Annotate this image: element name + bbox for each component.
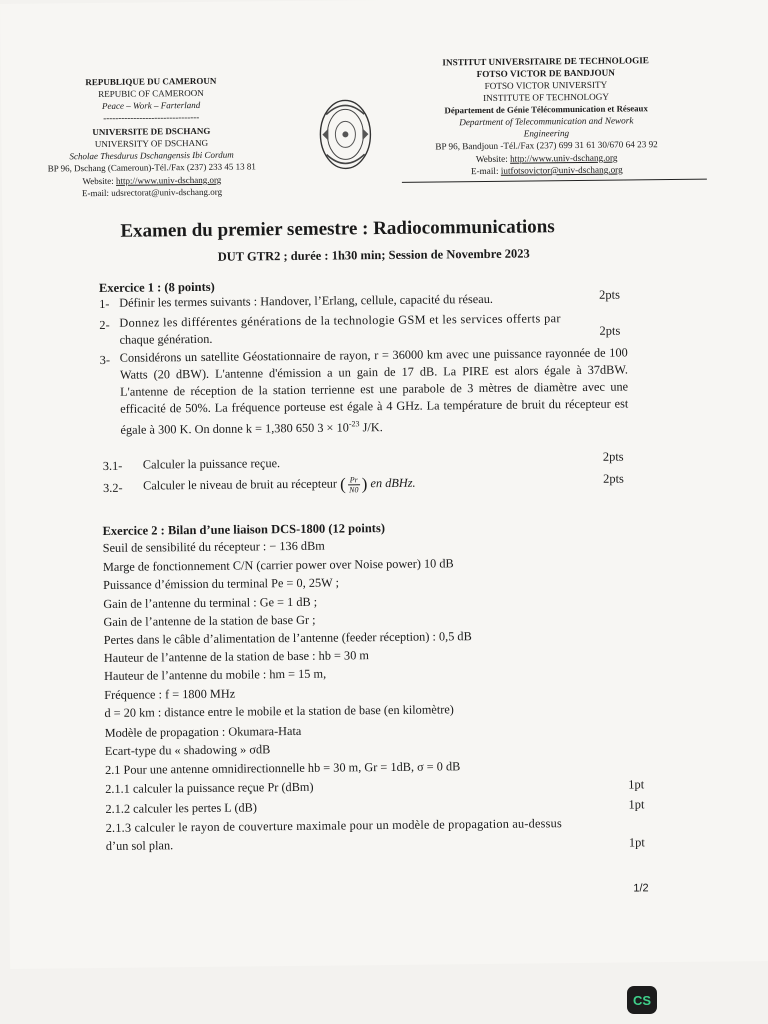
header-right-inst-fr: INSTITUT UNIVERSITAIRE DE TECHNOLOGIE bbox=[442, 55, 649, 68]
ex2-line-q211: 2.1.1 calculer la puissance reçue Pr (dBm) bbox=[105, 779, 314, 796]
header-left-separator: -------------------------------- bbox=[103, 111, 200, 123]
exam-title: Examen du premier semestre : Radiocommunications bbox=[120, 216, 555, 242]
ex2-line-model: Modèle de propagation : Okumara-Hata bbox=[104, 723, 302, 740]
q32-number: 3.2- bbox=[103, 480, 123, 495]
ex2-line-q213-cont: d’un sol plan. bbox=[105, 838, 174, 853]
q32-text-a: Calculer le niveau de bruit au récepteur bbox=[142, 476, 341, 493]
q2-points: 2pts bbox=[599, 323, 621, 338]
ex2-line-feeder-loss: Pertes dans le câble d’alimentation de l’antenne (feeder réception) : 0,5 dB bbox=[103, 629, 472, 647]
header-right-website-label: Website: bbox=[475, 153, 511, 165]
ex2-line-power: Puissance d’émission du terminal Pe = 0, 25W ; bbox=[103, 575, 340, 592]
q1-number: 1- bbox=[99, 296, 110, 311]
header-right-email-line bbox=[402, 164, 692, 178]
q212-points: 1pt bbox=[628, 797, 645, 812]
q3-exponent: -23 bbox=[348, 419, 360, 429]
q1-points: 2pts bbox=[599, 287, 621, 302]
q211-points: 1pt bbox=[628, 777, 645, 792]
header-left-motto: Peace – Work – Farterland bbox=[101, 99, 201, 111]
ex2-line-q213: 2.1.3 calculer le rayon de couverture maximale pour un modèle de propagation au-dessus bbox=[105, 816, 563, 835]
ex2-line-frequency: Fréquence : f = 1800 MHz bbox=[104, 686, 236, 702]
header-divider bbox=[402, 179, 707, 183]
header-left-website-label: Website: bbox=[82, 175, 117, 187]
page-number: 1/2 bbox=[633, 882, 649, 895]
q32-fraction-numerator: Pr bbox=[348, 475, 360, 485]
ex2-line-q212: 2.1.2 calculer les pertes L (dB) bbox=[105, 800, 258, 816]
header-right-website-link[interactable]: http://www.univ-dschang.org bbox=[510, 152, 618, 164]
header-right-dept-en-1: Department of Telecommunication and Nework bbox=[459, 115, 634, 128]
header-right-inst-en: INSTITUTE OF TECHNOLOGY bbox=[483, 91, 610, 103]
university-seal-logo bbox=[314, 92, 377, 177]
header-left-email[interactable]: udsrectorat@univ-dschang.org bbox=[111, 186, 223, 198]
header-left-univ-en: UNIVERSITY OF DSCHANG bbox=[94, 137, 209, 150]
header-left-republique-en: REPUBIC OF CAMEROON bbox=[98, 87, 204, 99]
q213-points: 1pt bbox=[628, 835, 645, 850]
header-left-website-link[interactable]: http://www.univ-dschang.org bbox=[115, 174, 222, 186]
header-left-email-line bbox=[2, 186, 302, 200]
q31-text: Calculer la puissance reçue. bbox=[142, 456, 281, 472]
exercise-2-heading: Exercice 2 : Bilan d’une liaison DCS-1800 (12 points) bbox=[102, 521, 386, 538]
ex2-line-shadowing: Ecart-type du « shadowing » σdB bbox=[104, 742, 271, 758]
ex2-line-base-height: Hauteur de l’antenne de la station de base : hb = 30 m bbox=[103, 648, 370, 665]
header-right-email-label: E-mail: bbox=[470, 165, 501, 177]
q32-fraction-denominator: N0 bbox=[349, 484, 359, 495]
q32-text-b: en dBHz. bbox=[367, 475, 416, 491]
exercise-1-heading: Exercice 1 : (8 points) bbox=[98, 279, 215, 295]
header-right-univ-en: FOTSO VICTOR UNIVERSITY bbox=[484, 79, 608, 91]
q31-points: 2pts bbox=[602, 449, 624, 464]
q3-text-unit: J/K. bbox=[359, 420, 383, 435]
q32-text: Calculer le niveau de bruit au récepteur ( $\frac{Pr}{N0}$ ) en dBHz. bbox=[142, 474, 416, 495]
q2-text-line2: chaque génération. bbox=[119, 331, 213, 347]
q3-text-body: Considérons un satellite Géostationnaire de rayon, r = 36000 km avec une puissance rayonnée de 100 Watts (20 dBW). L'antenne d'émission a un gain de 17 dB. La PIRE est alors égale à 37dBW. L'antenne de réception de la station terrienne est une parabole de 3 mètres de diamètre avec une efficacité de 50%. La fréquence porteuse est égale à 4 GHz. La température de bruit du récepteur est égale à 300 K. On donne k = 1,380 650 3 × 10 bbox=[119, 345, 629, 437]
ex2-line-distance: d = 20 km : distance entre le mobile et la station de base (en kilomètre) bbox=[104, 702, 454, 720]
header-right-inst-name: FOTSO VICTOR DE BANDJOUN bbox=[476, 67, 615, 80]
ex2-line-terminal-gain: Gain de l’antenne du terminal : Ge = 1 dB ; bbox=[103, 594, 318, 611]
header-left-address: BP 96, Dschang (Cameroun)-Tél./Fax (237) 233 45 13 81 bbox=[47, 161, 256, 174]
exam-subtitle: DUT GTR2 ; durée : 1h30 min; Session de Novembre 2023 bbox=[217, 246, 530, 264]
q1-text: Définir les termes suivants : Handover, l’Erlang, cellule, capacité du réseau. bbox=[119, 291, 493, 310]
q3-number: 3- bbox=[99, 352, 111, 367]
ex2-line-mobile-height: Hauteur de l’antenne du mobile : hm = 15 m, bbox=[103, 666, 327, 683]
q3-text bbox=[120, 344, 629, 438]
ex2-line-q21: 2.1 Pour une antenne omnidirectionnelle hb = 30 m, Gr = 1dB, σ = 0 dB bbox=[104, 759, 461, 777]
q31-number: 3.1- bbox=[102, 458, 123, 473]
camscanner-app-icon[interactable] bbox=[627, 986, 657, 1014]
header-left-univ-motto: Scholae Thesdurus Dschangensis Ibi Cordum bbox=[69, 149, 234, 162]
ex2-line-margin: Marge de fonctionnement C/N (carrier power over Noise power) 10 dB bbox=[102, 556, 454, 574]
header-right-dept-fr: Département de Génie Télécommunication et Réseaux bbox=[444, 103, 648, 116]
ex2-line-sensitivity: Seuil de sensibilité du récepteur : − 136 dBm bbox=[102, 538, 325, 555]
header-left-email-label: E-mail: bbox=[81, 187, 112, 199]
q32-fraction bbox=[348, 475, 360, 494]
ex2-line-base-gain: Gain de l’antenne de la station de base Gr ; bbox=[103, 612, 316, 629]
header-right-dept-en-2: Engineering bbox=[523, 128, 570, 139]
q32-points: 2pts bbox=[602, 471, 624, 486]
app-badge-label: CS bbox=[632, 992, 652, 1008]
header-right-email[interactable]: iutfotsovictor@univ-dschang.org bbox=[500, 164, 623, 176]
header-left-univ-fr: UNIVERSITE DE DSCHANG bbox=[92, 125, 211, 138]
header-left-republique-fr: REPUBLIQUE DU CAMEROUN bbox=[85, 75, 217, 88]
q2-number: 2- bbox=[99, 317, 110, 332]
q2-text-line1: Donnez les différentes générations de la technologie GSM et les services offerts par bbox=[119, 311, 561, 330]
header-right-address: BP 96, Bandjoun -Tél./Fax (237) 699 31 61 30/670 64 23 92 bbox=[435, 139, 658, 152]
